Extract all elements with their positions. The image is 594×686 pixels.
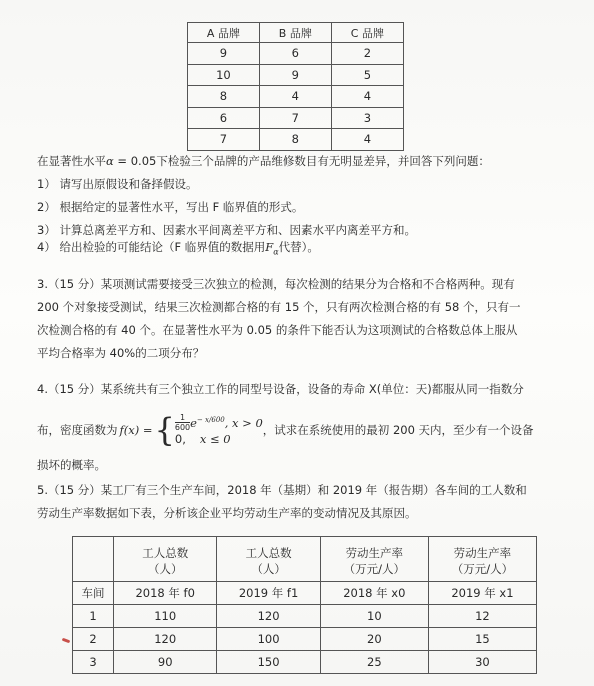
table-cell: 7 [259, 107, 331, 129]
fraction-numerator: 1 [175, 413, 190, 423]
header-cell: 车间 [73, 582, 114, 605]
table-cell: 100 [217, 628, 320, 651]
question-4-line-2 [37, 410, 534, 450]
density-lead-text: 布，密度函数为 [37, 423, 118, 437]
table-cell: 10 [320, 605, 428, 628]
table-cell: 15 [428, 628, 536, 651]
cases-brace: { [154, 411, 175, 449]
table-cell: 3 [73, 651, 114, 674]
header-cell: C 品牌 [331, 23, 403, 43]
question-4-line-3: 损坏的概率。 [37, 458, 106, 472]
table-cell: 10 [188, 64, 260, 86]
exp-superscript: − x/600 [196, 415, 225, 424]
table-cell: 8 [259, 129, 331, 151]
paragraph-line: 5.（15 分）某工厂有三个生产车间，2018 年（基期）和 2019 年（报告期）各车间的工人数和 [37, 483, 527, 497]
header-cell: （人） [114, 561, 217, 582]
paragraph-line: 劳动生产率数据如下表，分析该企业平均劳动生产率的变动情况及其原因。 [37, 506, 417, 520]
table-cell: 20 [320, 628, 428, 651]
f-symbol: F [265, 240, 274, 254]
header-cell: 劳动生产率 [428, 537, 536, 562]
table-row [188, 43, 404, 65]
exp-e: e [190, 415, 197, 430]
table-cell: 90 [114, 651, 217, 674]
header-cell [73, 537, 114, 562]
table-cell: 30 [428, 651, 536, 674]
table-header-row [73, 537, 537, 562]
intro-text-rest: = 0.05下检验三个品牌的产品维修数目有无明显差异，并回答下列问题： [113, 154, 490, 168]
question-5 [37, 479, 561, 525]
intro-text: 在显著性水平 [37, 154, 106, 168]
table-cell: 150 [217, 651, 320, 674]
table-cell: 110 [114, 605, 217, 628]
header-cell: 工人总数 [114, 537, 217, 562]
header-cell [73, 561, 114, 582]
table-cell: 2 [331, 43, 403, 65]
table-header-row [73, 582, 537, 605]
alpha-subscript: α [273, 247, 279, 257]
paragraph-line: 200 个对象接受测试，结果三次检测都合格的有 15 个，只有两次检测合格的有 58 个，只有一 [37, 300, 521, 314]
case-2-condition: x ≤ 0 [199, 432, 231, 447]
item-4-text: 4） 给出检验的可能结论（F 临界值的数据用 [37, 240, 266, 254]
header-cell: 2018 年 f0 [114, 582, 217, 605]
table-row [73, 651, 537, 674]
table-cell: 120 [114, 628, 217, 651]
case-1 [175, 413, 263, 433]
header-cell: （万元/人） [428, 561, 536, 582]
fraction-denominator: 600 [174, 423, 191, 433]
cases-block [175, 413, 263, 448]
workshop-productivity-table [72, 536, 537, 674]
header-cell: 2018 年 x0 [320, 582, 428, 605]
table-cell: 4 [259, 86, 331, 108]
header-cell: A 品牌 [188, 23, 260, 43]
table-cell: 12 [428, 605, 536, 628]
table-header-row [73, 561, 537, 582]
table-row [188, 107, 404, 129]
case-1-condition: , x > 0 [224, 415, 263, 430]
paragraph-line: 次检测合格的有 40 个。在显著性水平为 0.05 的条件下能否认为这项测试的合格数总体上服从 [37, 323, 518, 337]
brand-repair-table [187, 22, 404, 151]
question-3 [37, 273, 561, 365]
fx-symbol: f(x) = [119, 423, 153, 437]
header-cell: （万元/人） [320, 561, 428, 582]
header-cell: （人） [217, 561, 320, 582]
header-cell: B 品牌 [259, 23, 331, 43]
table-cell: 6 [188, 107, 260, 129]
fraction [175, 413, 190, 432]
table-cell: 9 [188, 43, 260, 65]
case-2 [175, 432, 263, 447]
header-cell: 工人总数 [217, 537, 320, 562]
header-cell: 2019 年 x1 [428, 582, 536, 605]
table-cell: 120 [217, 605, 320, 628]
table-row [73, 605, 537, 628]
table-cell: 4 [331, 129, 403, 151]
table-cell: 5 [331, 64, 403, 86]
question-2-item: 3） 计算总离差平方和、因素水平间离差平方和、因素水平内离差平方和。 [37, 223, 416, 237]
alpha-symbol: α [106, 154, 114, 168]
table-header-row [188, 23, 404, 43]
table-cell: 25 [320, 651, 428, 674]
question-2-item: 2） 根据给定的显著性水平，写出 F 临界值的形式。 [37, 200, 304, 214]
table-row [188, 86, 404, 108]
table-cell: 6 [259, 43, 331, 65]
table-cell: 2 [73, 628, 114, 651]
question-2-item-4 [37, 237, 319, 262]
table-cell: 8 [188, 86, 260, 108]
table-cell: 3 [331, 107, 403, 129]
question-4-line-1: 4.（15 分）某系统共有三个独立工作的同型号设备，设备的寿命 X(单位：天)都服从同一指数分 [37, 382, 524, 396]
density-trail-text: ，试求在系统使用的最初 200 天内，至少有一个设备 [262, 423, 534, 437]
item-4-text-rest: 代替）。 [278, 240, 319, 254]
table-row [188, 129, 404, 151]
header-cell: 2019 年 f1 [217, 582, 320, 605]
header-cell: 劳动生产率 [320, 537, 428, 562]
case-2-value: 0, [174, 432, 186, 447]
table-cell: 9 [259, 64, 331, 86]
paragraph-line: 平均合格率为 40%的二项分布？ [37, 346, 205, 360]
table-cell: 7 [188, 129, 260, 151]
table-cell: 4 [331, 86, 403, 108]
table-row [188, 64, 404, 86]
table-row [73, 628, 537, 651]
question-2-intro [37, 154, 490, 168]
table-cell: 1 [73, 605, 114, 628]
paragraph-line: 3.（15 分）某项测试需要接受三次独立的检测，每次检测的结果分为合格和不合格两种。现有 [37, 277, 515, 291]
question-2-item: 1） 请写出原假设和备择假设。 [37, 177, 198, 191]
